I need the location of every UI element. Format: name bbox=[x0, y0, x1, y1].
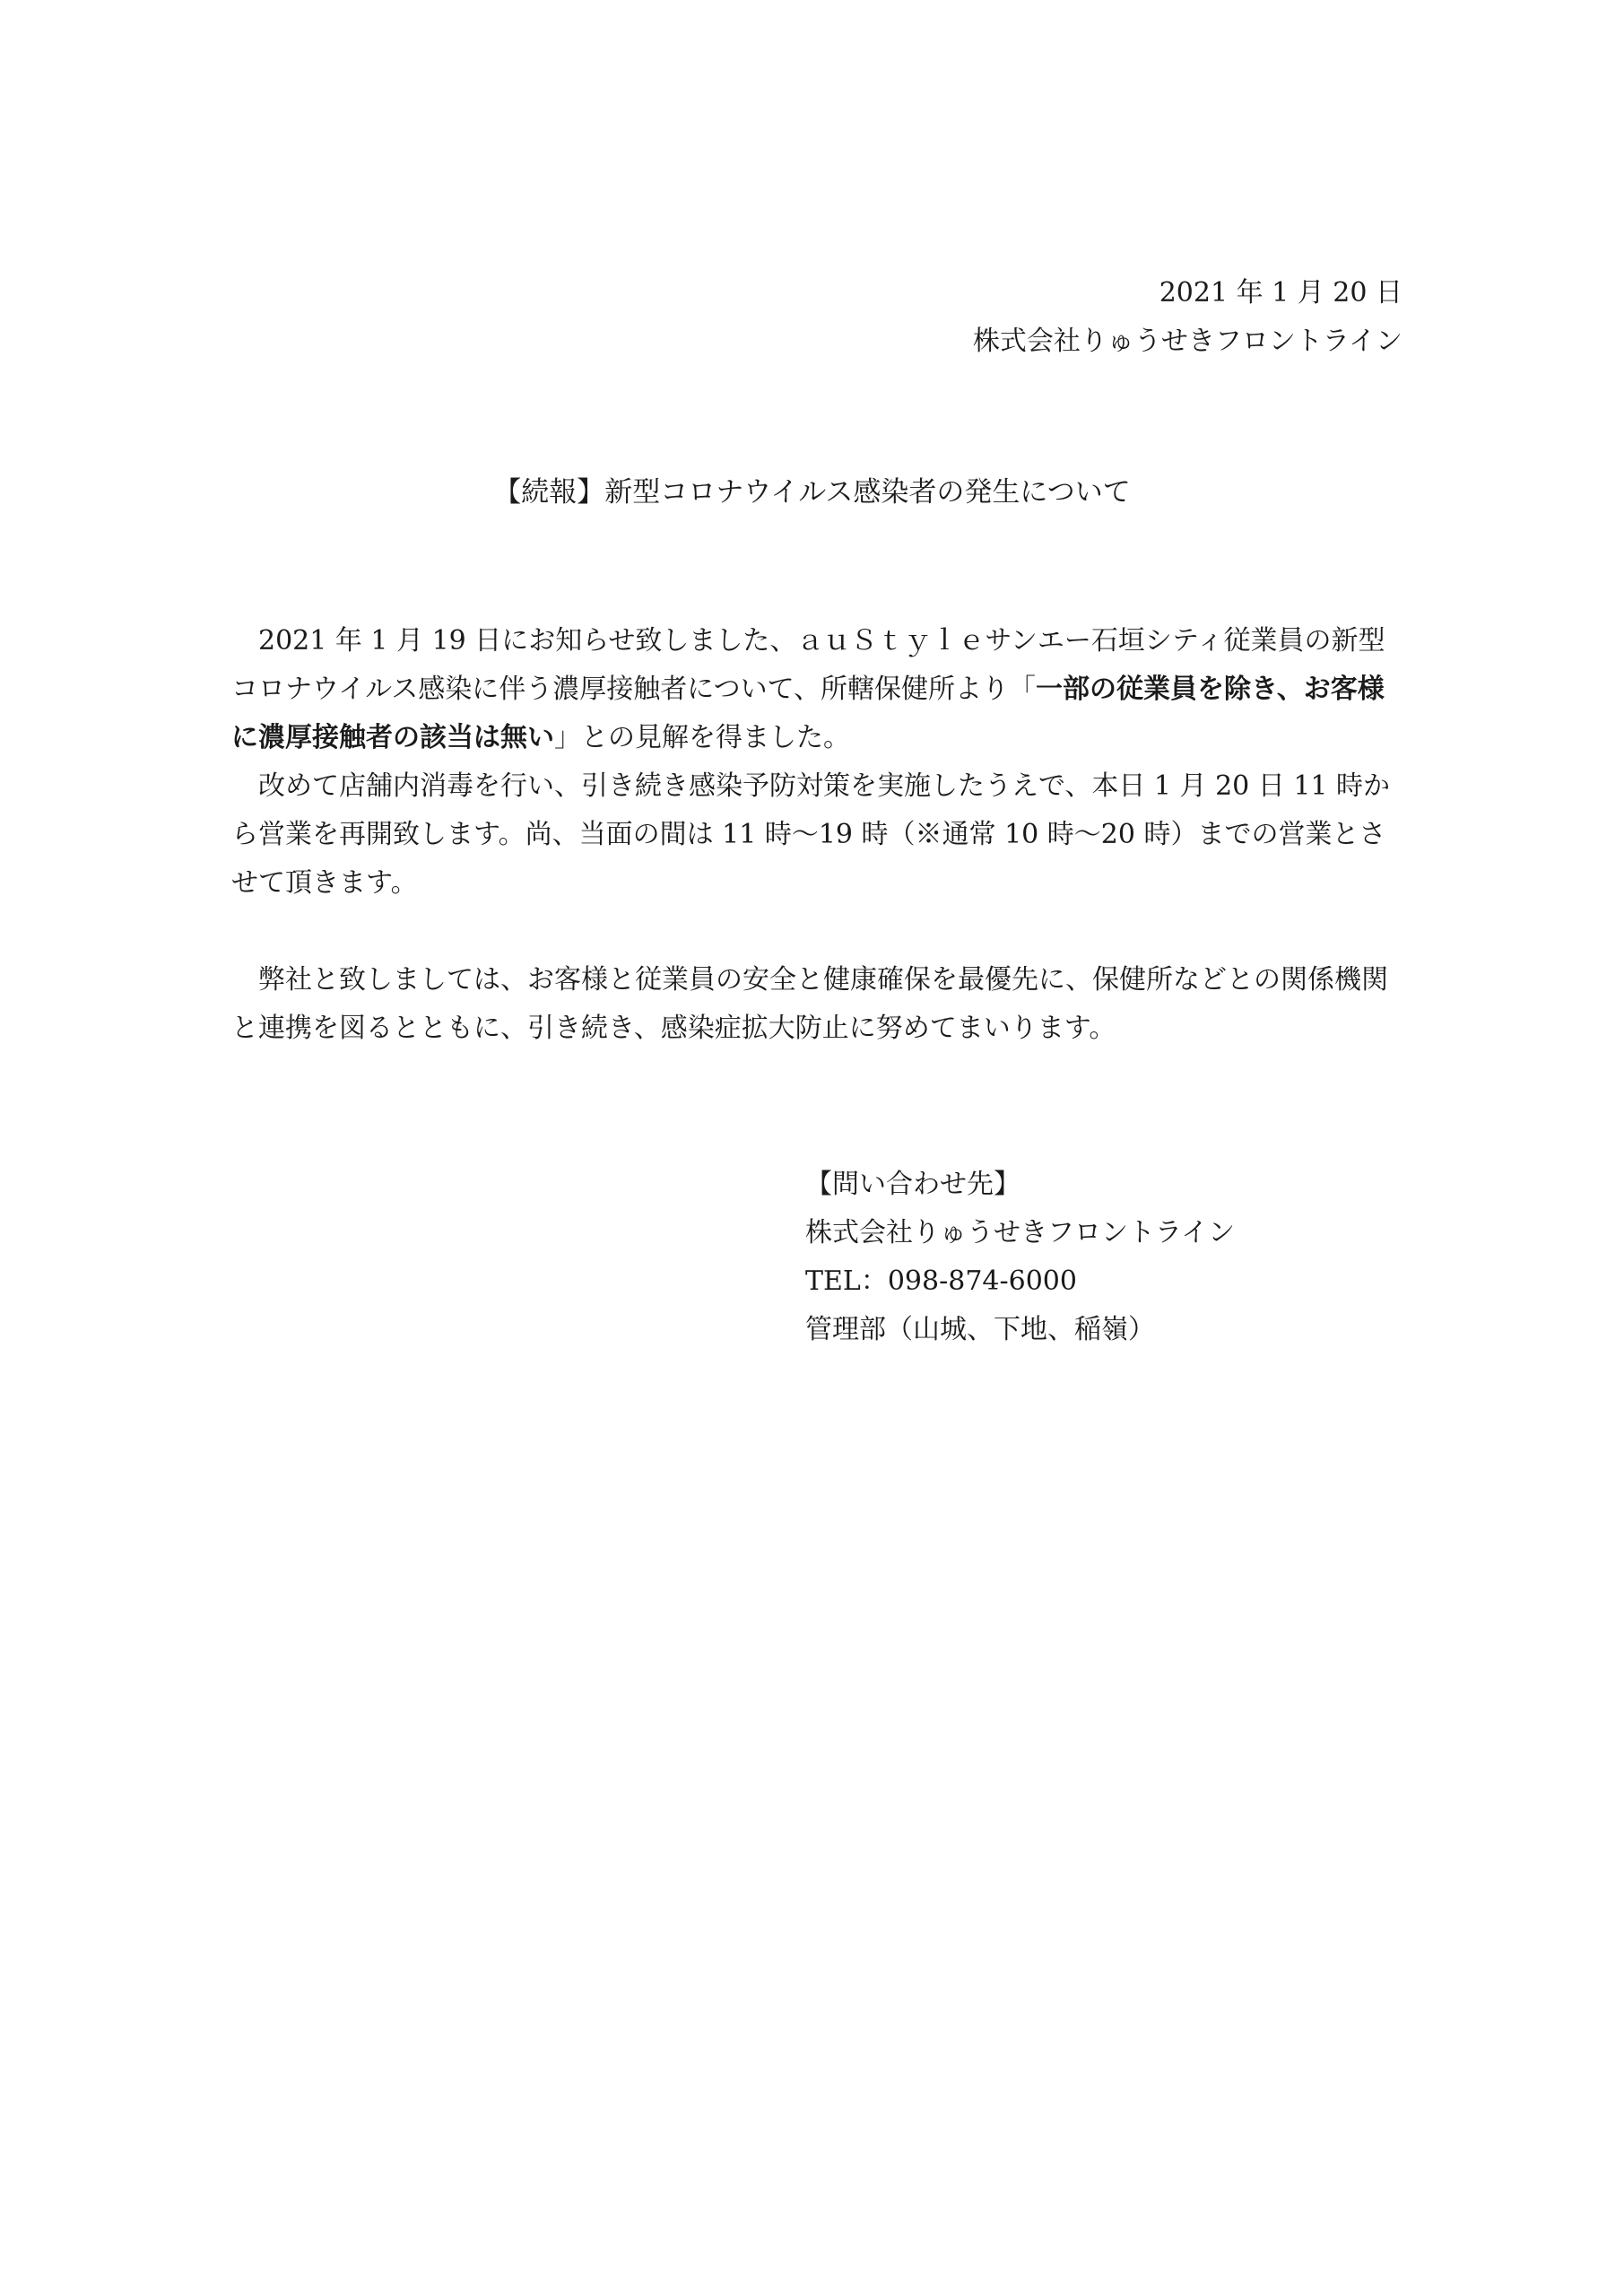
contact-info bbox=[805, 1161, 1235, 1354]
document-title: 【続報】新型コロナウイルス感染者の発生について bbox=[493, 476, 1131, 509]
body-paragraph-3: 弊社と致しましては、お客様と従業員の安全と健康確保を最優先に、保健所などとの関係機関と連携を図るとともに、引き続き、感染症拡大防止に努めてまいります。 bbox=[231, 964, 1388, 1044]
paragraph-1-emphasis: 一部の従業員を除き、お客様に濃厚接触者の該当は無い bbox=[231, 674, 1385, 753]
contact-department: 管理部（山城、下地、稲嶺） bbox=[805, 1314, 1155, 1345]
issuer-company: 株式会社りゅうせきフロントライン bbox=[972, 326, 1403, 357]
contact-telephone: TEL：098-874-6000 bbox=[805, 1265, 1077, 1297]
issue-date: 2021 年 1 月 20 日 bbox=[1159, 277, 1403, 309]
paragraph-1-text-a: 2021 年 1 月 19 日にお知らせ致しました、ａｕＳｔｙｌｅサンエー石垣シティ従業員の新型コロナウイルス感染に伴う濃厚接触者について、所轄保健所より「 bbox=[231, 625, 1385, 705]
document-body bbox=[231, 617, 1403, 1053]
document-header bbox=[973, 269, 1403, 366]
paragraph-1-text-b: 」との見解を得ました。 bbox=[554, 722, 850, 753]
contact-heading: 【問い合わせ先】 bbox=[805, 1169, 1020, 1200]
contact-company: 株式会社りゅうせきフロントライン bbox=[805, 1217, 1236, 1248]
body-paragraph-1 bbox=[231, 617, 1403, 762]
body-paragraph-2: 改めて店舗内消毒を行い、引き続き感染予防対策を実施したうえで、本日 1 月 20 日 11 時から営業を再開致します。尚、当面の間は 11 時～19 時（※通常 10 時～20 時）までの営業とさせて頂きます。 bbox=[231, 770, 1391, 899]
